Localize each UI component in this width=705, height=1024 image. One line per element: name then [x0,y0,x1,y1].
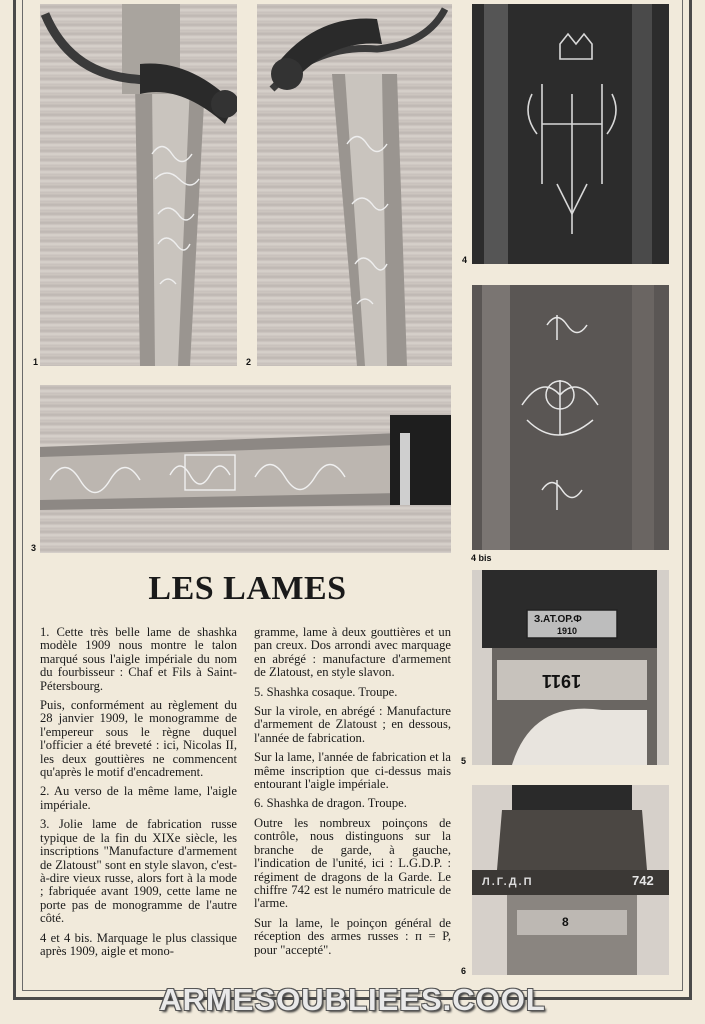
paragraph-fig6-proof: Sur la lame, le poinçon général de réception des armes russes : п = P, pour "accepté". [254,915,451,957]
text-column-1 [40,626,237,964]
figure-number-6: 6 [461,966,467,976]
paragraph-fig1: 1. Cette très belle lame de shashka modèle 1909 nous montre le talon marqué sous l'aigle impériale du nom du fourbisseur : Chaf et Fils à Saint-Pétersbourg. [40,625,237,693]
figure-number-4: 4 [462,255,468,265]
paragraph-fig4-end: gramme, lame à deux gouttières et un pan creux. Dos arrondi avec marquage en abrégé : manufacture d'armement de Zlatoust, en style slavon. [254,625,451,680]
paragraph-fig5-ferrule: Sur la virole, en abrégé : Manufacture d'armement de Zlatoust ; en dessous, l'année de fabrication. [254,704,451,745]
paragraph-fig6-marks: Outre les nombreux poinçons de contrôle, nous distinguons sur la branche de garde, à gauche, l'indication de l'unité, ici : L.G.D.P. : régiment de dragons de la Garde. Le chiffre 742 est le numéro matricule de l'arme. [254,815,451,911]
figure-number-2: 2 [246,357,252,367]
guard-unit-marking: Л.Г.Д.П [482,876,534,888]
figure-number-3: 3 [31,543,37,553]
photo-1-blade-talon [40,4,237,366]
paragraph-fig2: 2. Au verso de la même lame, l'aigle impériale. [40,784,237,812]
ferrule-stamp-line2: 1910 [557,626,578,636]
paragraph-fig5-blade: Sur la lame, l'année de fabrication et la même inscription que ci-dessus mais entourant l'aigle impériale. [254,750,451,792]
text-column-2 [254,626,451,963]
photo-2-blade-verso [257,4,452,366]
blade-year-stamp: 1911 [542,671,582,691]
watermark: ARMESOUBLIEES.COOL [159,982,546,1017]
paragraph-fig6: 6. Shashka de dragon. Troupe. [254,796,407,811]
figure-number-4bis: 4 bis [471,553,492,563]
figure-number-1: 1 [33,357,39,367]
paragraph-fig5: 5. Shashka cosaque. Troupe. [254,684,398,699]
paragraph-fig3: 3. Jolie lame de fabrication russe typique de la fin du XIXe siècle, les inscriptions "Manufacture d'armement de Zlatoust" sont en style slavon, c'est-à-dire vieux russe, alors fort à la mode ; fabriquée avant 1909, cette lame ne porte pas de monogramme de l'autre côté. [40,817,237,926]
photo-5-cossack-shashka [472,570,669,765]
ferrule-stamp-line1: З.АТ.ОР.Ф [534,614,582,625]
photo-4-monogram [472,4,669,264]
figure-number-5: 5 [461,756,467,766]
photo-6-dragoon-shashka [472,785,669,975]
paragraph-fig1-regulation: Puis, conformément au règlement du 28 janvier 1909, le monogramme de l'empereur sous le règne duquel l'officier a été breveté : ici, Nicolas II, les deux gouttières ne commencent qu'après le motif d'encadrement. [40,698,237,780]
guard-number-marking: 742 [632,873,654,888]
blade-proof-stamp: 8 [562,915,569,929]
photo-3-zlatoust-blade [40,385,451,553]
article-title: LES LAMES [148,570,347,607]
paragraph-fig4-start: 4 et 4 bis. Marquage le plus classique après 1909, aigle et mono- [40,930,237,958]
photo-4bis-eagle [472,285,669,550]
